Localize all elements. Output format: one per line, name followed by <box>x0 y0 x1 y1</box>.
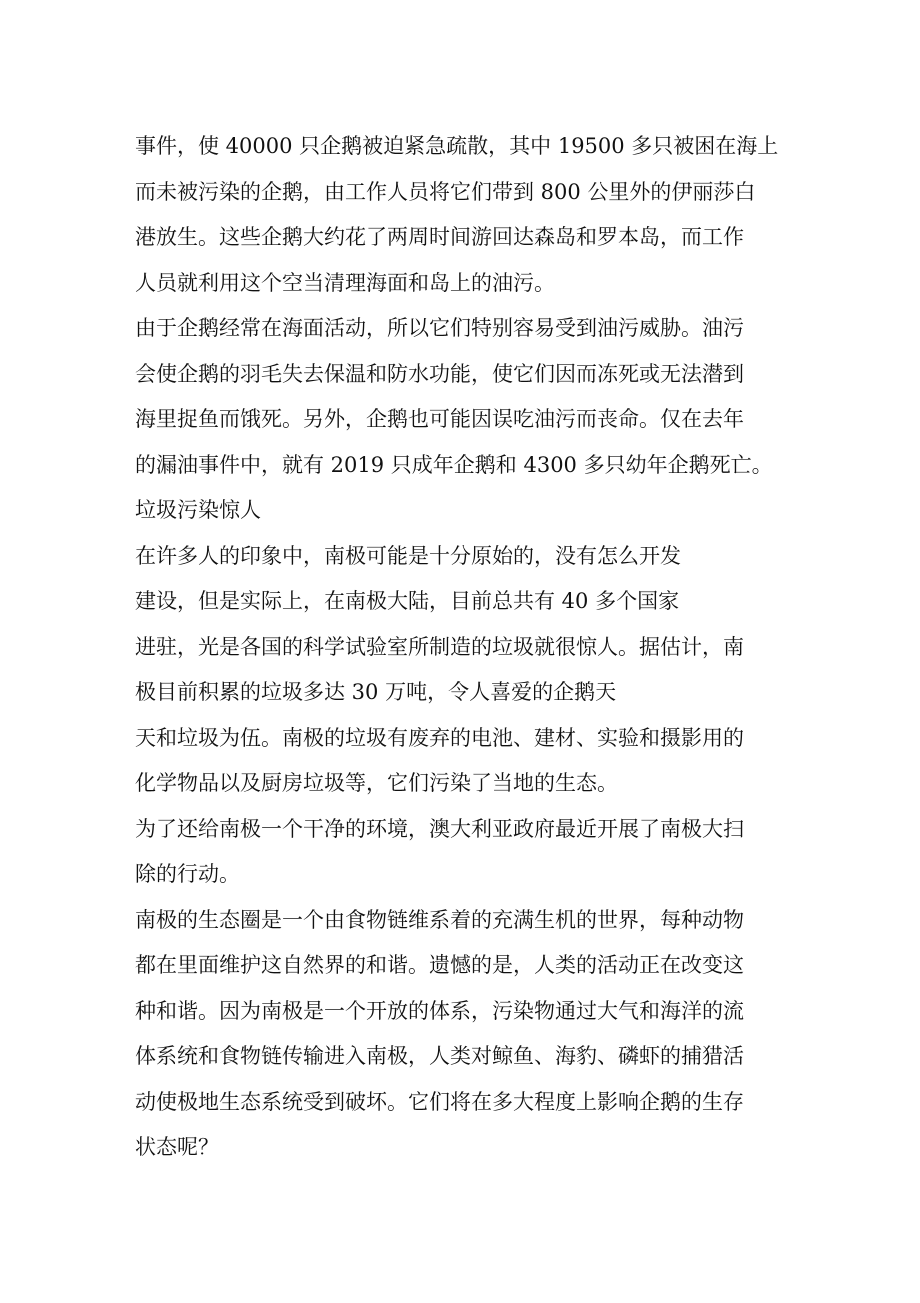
text-line: 除的行动。 <box>135 862 240 886</box>
text-line: 而未被污染的企鹅，由工作人员将它们带到 800 公里外的伊丽莎白 <box>135 179 756 204</box>
text-line: 种和谐。因为南极是一个开放的体系，污染物通过大气和海洋的流 <box>135 998 744 1023</box>
text-line: 人员就利用这个空当清理海面和岛上的油污。 <box>135 270 555 295</box>
text-line: 化学物品以及厨房垃圾等，它们污染了当地的生态。 <box>135 771 618 795</box>
text-line: 建设，但是实际上，在南极大陆，目前总共有 40 多个国家 <box>135 589 680 613</box>
text-line: 天和垃圾为伍。南极的垃圾有废弃的电池、建材、实验和摄影用的 <box>135 725 744 750</box>
text-line: 都在里面维护这自然界的和谐。遗憾的是，人类的活动正在改变这 <box>135 953 744 977</box>
text-line: 港放生。这些企鹅大约花了两周时间游回达森岛和罗本岛，而工作 <box>135 225 744 249</box>
text-line: 在许多人的印象中，南极可能是十分原始的，没有怎么开发 <box>135 543 681 568</box>
text-line: 由于企鹅经常在海面活动，所以它们特别容易受到油污威胁。油污 <box>135 316 744 340</box>
body-text <box>135 124 795 1171</box>
text-line: 极目前积累的垃圾多达 30 万吨，令人喜爱的企鹅天 <box>135 680 617 704</box>
text-line: 为了还给南极一个干净的环境，澳大利亚政府最近开展了南极大扫 <box>135 816 744 841</box>
text-line: 海里捉鱼而饿死。另外，企鹅也可能因误吃油污而丧命。仅在去年 <box>135 407 744 431</box>
text-line: 进驻，光是各国的科学试验室所制造的垃圾就很惊人。据估计，南 <box>135 634 744 659</box>
text-line: 体系统和食物链传输进入南极，人类对鲸鱼、海豹、磷虾的捕猎活 <box>135 1044 744 1068</box>
text-line: 会使企鹅的羽毛失去保温和防水功能，使它们因而冻死或无法潜到 <box>135 361 744 386</box>
text-line: 状态呢？ <box>135 1135 219 1159</box>
text-line: 的漏油事件中，就有 2019 只成年企鹅和 4300 多只幼年企鹅死亡。 <box>135 452 773 477</box>
text-line: 动使极地生态系统受到破坏。它们将在多大程度上影响企鹅的生存 <box>135 1089 744 1114</box>
section-heading: 垃圾污染惊人 <box>135 498 261 522</box>
text-line: 事件，使 40000 只企鹅被迫紧急疏散，其中 19500 多只被困在海上 <box>135 134 779 158</box>
text-line: 南极的生态圈是一个由食物链维系着的充满生机的世界，每种动物 <box>135 907 744 932</box>
